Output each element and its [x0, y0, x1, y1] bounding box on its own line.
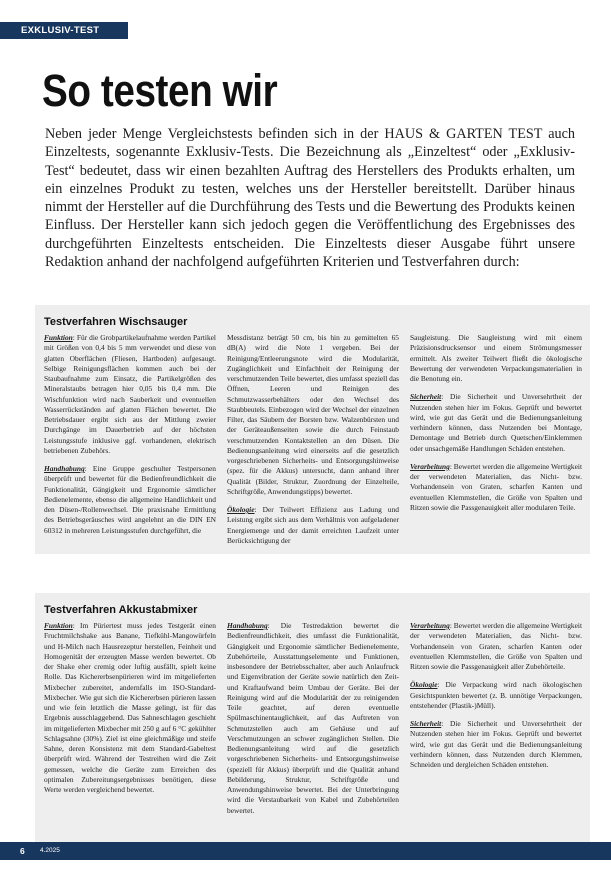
- paragraph-lead: Funktion: [44, 333, 73, 342]
- test-method-box-wischsauger: [35, 305, 590, 554]
- column-3: [410, 333, 582, 554]
- page-title: So testen wir: [42, 65, 278, 116]
- paragraph: [410, 392, 582, 454]
- column-3: [410, 621, 582, 824]
- paragraph: [44, 333, 216, 456]
- paragraph: [227, 621, 399, 816]
- column-1: [44, 621, 216, 824]
- box-columns: [44, 333, 582, 554]
- paragraph-lead: Funktion: [44, 621, 73, 630]
- paragraph-text: : Die Verpackung wird nach ökologischen Gesichtspunkten bewertet (z. B. unnötige Verpackungen, entstehender (Plastik-)Müll).: [410, 680, 582, 710]
- column-1: [44, 333, 216, 554]
- paragraph: [410, 719, 582, 770]
- intro-paragraph: Neben jeder Menge Vergleichstests befinden sich in der HAUS & GARTEN TEST auch Einzeltests, sogenannte Exklusiv-Tests. Die Bezeichnung als „Einzeltest“ oder „Exklusiv-Test“ bedeutet, dass wir einen bezahlten Auftrag des Herstellers des Produkts erhalten, um ein einzelnes Produkt zu testen, welches uns der Hersteller bereitstellt. Darüber hinaus nimmt der Hersteller auf die Durchführung des Tests und die Bewertung des Produkts keinen Einfluss. Der Hersteller kann sich jedoch gegen die Veröffentlichung des Ergebnisses des durchgeführten Einzeltests entscheiden. Die Einzeltests dieser Ausgabe führt unsere Redaktion anhand der nachfolgend aufgeführten Kriterien und Testverfahren durch:: [45, 126, 575, 271]
- page-number: 6: [20, 846, 25, 856]
- paragraph-text: : Die Testredaktion bewertet die Bedienfreundlichkeit, dies umfasst die Funktionalität, Gängigkeit und Ergonomie sämtlicher Bedienelemente, Zubehörteile, Ausstattungselemente und Funktionen, insbesondere der Betriebsschalter, aber auch Anlaufruck und Eigenvibration der Geräte sowie natürlich den Zeit- und Kraftaufwand beim Umbau der Geräte. Bei der Reinigung wird auf die Modularität der zu reinigenden Teile geachtet, auf deren eventuelle Spülmaschinentauglichkeit, auf das Auftreten von Schmutzstellen auch am Gehäuse und auf Verschmutzungen an schwer zugänglichen Stellen. Die Bedienungsanleitung wird auf die gesetzlich vorgeschriebenen Sicherheits- und Entsorgungshinweise (speziell für Akkus) überprüft und die Qualität anhand Bebilderung, Struktur, Schriftgröße und Anwendungshinweise bewertet. Bei der Unterbringung wird die Verstaubarkeit von Kabel und Zubehörteilen bewertet.: [227, 621, 399, 815]
- section-tag: EXKLUSIV-TEST: [0, 22, 128, 39]
- paragraph: [227, 505, 399, 546]
- paragraph-text: Messdistanz beträgt 50 cm, bis hin zu gemittelten 65 dB(A) wird die Note 1 vergeben. Bei der Reinigung/Entleerungsnote wird die Modularität, Zugänglichkeit und Einfachheit der Reinigung der verschmutzenden Teile bewertet, dies umfasst speziell das Öffnen, Leeren und Reinigen des Schmutzwasserbehälters oder den Wechsel des Staubbeutels. Einbezogen wird der Wechsel der einzelnen Filter, das Säubern der Borsten bzw. Walzenbürsten und der Geräteaußenseiten sowie die durch Feinstaub verschmutzenden Kontaktstellen an den Düsen. Die Bedienungsanleitung wird einerseits auf die gesetzlich vorgeschriebenen Sicherheits- und Entsorgungshinweise (spez. für die Akkus) untersucht, dann anhand ihrer Qualität (Bilder, Struktur, Zuordnung der Einzelteile, Schriftgröße, Anwendungstipps) bewertet.: [227, 333, 399, 496]
- issue-label: 4.2025: [40, 847, 60, 854]
- paragraph-lead: Sicherheit: [410, 719, 442, 728]
- box-heading: Testverfahren Wischsauger: [44, 316, 188, 328]
- paragraph-text: : Für die Grobpartikelaufnahme werden Partikel mit Größen von 0,4 bis 5 mm verwendet und diese von glatten Oberflächen (Fliesen, Hartboden) aufgesaugt. Selbige Reinigungsflächen kommen auch bei der Staubaufnahme zum Einsatz, die Partikelgrößen des Mineralstaubs betragen hier 0,05 bis 0,4 mm. Die Wischfunktion wird nach Sauberkeit und eventuellen Wasserrückständen auf glatten Flächen bewertet. Die Betriebsdauer ergibt sich aus der Mittlung zweier Durchgänge im Dauerbetrieb auf der höchsten Leistungsstufe inklusive ggf. vorhandenen, elektrisch betriebenen Zubehörs.: [44, 333, 216, 455]
- paragraph: [44, 621, 216, 795]
- column-2: [227, 333, 399, 554]
- column-2: [227, 621, 399, 824]
- paragraph-lead: Handhabung: [227, 621, 268, 630]
- box-heading: Testverfahren Akkustabmixer: [44, 604, 198, 616]
- paragraph-text: : Eine Gruppe geschulter Testpersonen überprüft und bewertet für die Bedienfreundlichkeit die Funktionalität, Gängigkeit und Ergonomie sämtlicher Bedienelemente, ebenso die allgemeine Handlichkeit und den Düsen-/Rollenwechsel. Die praxisnahe Ermittlung des Betriebsgeräusches wird angelehnt an die DIN EN 60312 in mehreren Leistungsstufen durchgeführt, die: [44, 464, 216, 535]
- test-method-box-akkustabmixer: [35, 593, 590, 845]
- footer-bar: [0, 842, 611, 860]
- box-columns: [44, 621, 582, 824]
- paragraph: [410, 680, 582, 711]
- paragraph: [410, 462, 582, 513]
- paragraph-lead: Handhabung: [44, 464, 85, 473]
- paragraph: [410, 333, 582, 384]
- paragraph-lead: Ökologie: [410, 680, 438, 690]
- paragraph-text: Saugleistung. Die Saugleistung wird mit einem Präzisionsdrucksensor und einem Strömungsmesser ermittelt. Als zweiter Teilwert fließt die ökologische Bewertung der verwendeten Verpackungsmaterialien in die Benotung ein.: [410, 333, 582, 383]
- paragraph-text: : Bewertet werden die allgemeine Wertigkeit der verwendeten Materialien, das Nicht- bzw. Vorhandensein von Graten, scharfen Kanten oder eventuellen Klemmstellen, die Größe von Spalten und Ritzen sowie die Passgenauigkeit aller Zubehörteile.: [410, 621, 582, 671]
- paragraph-lead: Verarbeitung: [410, 461, 450, 471]
- paragraph-lead: Verarbeitung: [410, 621, 450, 630]
- paragraph-lead: Ökologie: [227, 505, 255, 514]
- paragraph: [410, 621, 582, 672]
- paragraph-text: : Im Püriertest muss jedes Testgerät einen Fruchtmilchshake aus Banane, Tiefkühl-Mangowürfeln und H-Milch nach Hausrezeptur herstellen, Feinheit und Homogenität der erzeugten Masse werden bewertet. Ob der Shake eher cremig oder luftig ausfällt, spielt keine Rolle. Das Kichererbsenpürieren wird im mitgelieferten Mixbecher zubereitet, andernfalls im ISO-Standard-Mixbecher. Wie gut sich die Kichererbsen pürieren lassen und wie fein letztlich die Masse gelingt, ist für das Ergebnis ausschlaggebend. Das Sahneschlagen geschieht im mitgelieferten Mixbecher mit 250 g auf 6 °C gekühlter Schlagsahne (30%). Ziel ist eine gleichmäßige und steife Sahne, deren Konsistenz mit dem Standard-Gabeltest überprüft wird. Während der Testreihen wird die Zeit gemessen, welche die Geräte zum Erreichen des optimalen Zubereitungsergebnisses benötigen, diese Werte werden vergleichend bewertet.: [44, 621, 216, 794]
- paragraph: [44, 464, 216, 536]
- paragraph-text: : Bewertet werden die allgemeine Wertigkeit der verwendeten Materialien, das Nicht- bzw. Vorhandensein von Graten, scharfen Kanten und eventuellen Klemmstellen, die Größe von Spalten und Ritzen sowie die Passgenauigkeit aller modularen Teile.: [410, 461, 582, 512]
- paragraph-lead: Sicherheit: [410, 392, 442, 402]
- paragraph-text: : Die Sicherheit und Unversehrtheit der Nutzenden stehen hier im Fokus. Geprüft und bewertet wird, wie gut das Gerät und die Bedienungsanleitung verhindern können, dass Nutzenden durch Klemmen, Schneiden und dergleichen Schäden entstehen.: [410, 719, 582, 769]
- paragraph: [227, 333, 399, 497]
- paragraph-text: : Die Sicherheit und Unversehrtheit der Nutzenden stehen hier im Fokus. Geprüft und bewertet wird, wie gut das Gerät und die Bedienungsanleitung verhindern können, dass Nutzenden bei Montage, Demontage und Betrieb durch Quetschen/Einklemmen oder unsachgemäße Handlungen Schäden entstehen.: [410, 392, 582, 453]
- paragraph-text: : Der Teilwert Effizienz aus Ladung und Leistung ergibt sich aus dem Verhältnis von aufgeladener Energiemenge und der damit erreichten Laufzeit unter Berücksichtigung der: [227, 505, 399, 545]
